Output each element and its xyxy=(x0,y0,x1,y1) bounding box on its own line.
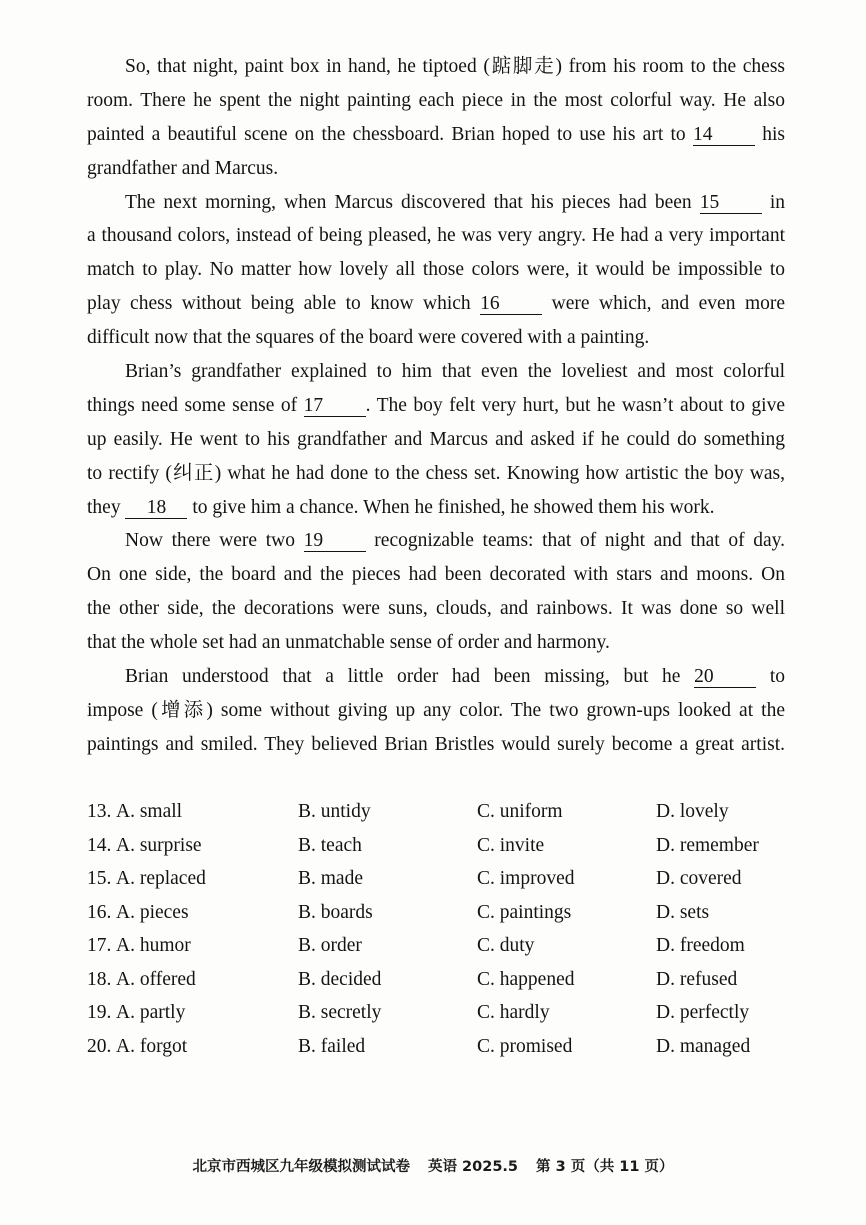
line-text: they xyxy=(87,496,121,518)
line-text: that the whole set had an unmatchable sense of order and harmony. xyxy=(87,632,610,654)
passage-line xyxy=(87,660,785,694)
passage-line xyxy=(87,524,785,558)
option-a: A. pieces xyxy=(116,901,189,923)
question-14-options xyxy=(0,829,866,863)
passage-line xyxy=(87,558,785,592)
line-text: to xyxy=(769,666,785,688)
line-text: in xyxy=(769,191,785,213)
line-text: his xyxy=(762,123,786,145)
option-d: D. sets xyxy=(656,901,710,923)
line-text: On one side, the board and the pieces had been decorated with stars and moons. On xyxy=(87,564,785,586)
line-text: to rectify (纠正) what he had done to the chess set. Knowing how artistic the boy was, xyxy=(87,462,785,484)
option-c: C. invite xyxy=(477,834,545,856)
passage-line xyxy=(87,287,785,321)
option-d: D. lovely xyxy=(656,801,729,822)
question-20-options xyxy=(0,1030,866,1064)
line-text: play chess without being able to know which xyxy=(87,293,471,315)
question-number: 17. xyxy=(87,935,112,957)
option-c: C. paintings xyxy=(477,901,572,923)
option-d: D. perfectly xyxy=(656,1002,750,1024)
passage-line xyxy=(87,321,785,355)
option-c: C. improved xyxy=(477,868,575,890)
line-text: up easily. He went to his grandfather and Marcus and asked if he could do something xyxy=(87,428,785,450)
passage-line xyxy=(87,118,785,152)
question-18-options xyxy=(0,963,866,997)
passage-line xyxy=(87,50,785,84)
passage-line xyxy=(87,253,785,287)
option-b: B. secretly xyxy=(298,1002,382,1024)
line-text: Brian understood that a little order had been missing, but he xyxy=(125,666,681,688)
passage-line xyxy=(87,423,785,457)
option-b: B. teach xyxy=(298,834,362,856)
option-b: B. untidy xyxy=(298,801,371,822)
line-text: Now there were two xyxy=(125,530,295,552)
option-c: C. happened xyxy=(477,968,575,990)
line-text: painted a beautiful scene on the chessboard. Brian hoped to use his art to xyxy=(87,123,686,145)
line-text: Brian’s grandfather explained to him that even the loveliest and most colorful xyxy=(125,361,785,383)
option-c: C. uniform xyxy=(477,801,563,822)
question-15-options xyxy=(0,862,866,896)
passage-paragraph-3 xyxy=(87,355,785,524)
passage-line xyxy=(87,592,785,626)
passage-line xyxy=(87,694,785,728)
option-a: A. partly xyxy=(116,1002,186,1024)
line-text: were which, and even more xyxy=(551,293,786,315)
option-c: C. hardly xyxy=(477,1002,550,1024)
line-text: things need some sense of xyxy=(87,394,298,416)
blank-18: 18 xyxy=(125,498,187,519)
option-b: B. boards xyxy=(298,901,373,923)
option-a: A. offered xyxy=(116,968,196,990)
blank-14: 14 xyxy=(693,125,755,146)
passage-line xyxy=(87,457,785,491)
question-19-options xyxy=(0,996,866,1030)
option-c: C. promised xyxy=(477,1035,573,1057)
answer-options xyxy=(0,795,866,1064)
line-text: impose (增添) some without giving up any color. The two grown-ups looked at the xyxy=(87,699,785,721)
question-number: 20. xyxy=(87,1035,112,1057)
passage-line xyxy=(87,389,785,423)
line-text: to give him a chance. When he finished, he showed them his work. xyxy=(192,496,715,518)
passage-paragraph-2 xyxy=(87,186,785,355)
option-a: A. small xyxy=(116,801,183,822)
option-d: D. freedom xyxy=(656,935,745,957)
question-number: 15. xyxy=(87,868,112,890)
question-number: 19. xyxy=(87,1002,112,1024)
passage-line xyxy=(87,186,785,220)
option-d: D. managed xyxy=(656,1035,751,1057)
line-text: the other side, the decorations were suns, clouds, and rainbows. It was done so well xyxy=(87,598,785,620)
question-13-options xyxy=(0,795,866,829)
passage-line xyxy=(87,728,785,762)
option-c: C. duty xyxy=(477,935,535,957)
cloze-passage xyxy=(87,50,785,762)
passage-line xyxy=(87,491,785,525)
blank-19: 19 xyxy=(304,531,366,552)
question-17-options xyxy=(0,929,866,963)
line-text: grandfather and Marcus. xyxy=(87,157,279,179)
passage-paragraph-1 xyxy=(87,50,785,186)
question-number: 13. xyxy=(87,801,112,822)
line-text: So, that night, paint box in hand, he tiptoed (踮脚走) from his room to the chess xyxy=(125,56,785,77)
option-b: B. order xyxy=(298,935,362,957)
passage-line xyxy=(87,84,785,118)
exam-title: 北京市西城区九年级模拟测试试卷 xyxy=(192,1159,410,1175)
line-text: match to play. No matter how lovely all those colors were, it would be impossible to xyxy=(87,259,785,281)
passage-line xyxy=(87,152,785,186)
line-text: difficult now that the squares of the board were covered with a painting. xyxy=(87,327,650,349)
line-text: recognizable teams: that of night and that of day. xyxy=(374,530,785,552)
option-d: D. remember xyxy=(656,834,759,856)
passage-line xyxy=(87,219,785,253)
line-text: The next morning, when Marcus discovered that his pieces had been xyxy=(125,191,692,213)
option-a: A. replaced xyxy=(116,868,206,890)
option-a: A. forgot xyxy=(116,1035,188,1057)
passage-line xyxy=(87,626,785,660)
page-number: 第 3 页（共 11 页） xyxy=(536,1159,674,1175)
blank-20: 20 xyxy=(694,667,756,688)
blank-17: 17 xyxy=(304,396,366,417)
subject-date: 英语 2025.5 xyxy=(428,1159,519,1175)
option-b: B. made xyxy=(298,868,363,890)
line-text: room. There he spent the night painting each piece in the most colorful way. He also xyxy=(87,89,785,111)
question-16-options xyxy=(0,896,866,930)
line-text: a thousand colors, instead of being pleased, he was very angry. He had a very important xyxy=(87,225,785,247)
question-number: 14. xyxy=(87,834,112,856)
blank-15: 15 xyxy=(700,193,762,214)
option-d: D. covered xyxy=(656,868,742,890)
line-text: paintings and smiled. They believed Brian Bristles would surely become a great artist. xyxy=(87,733,785,755)
option-d: D. refused xyxy=(656,968,738,990)
blank-16: 16 xyxy=(480,294,542,315)
page-footer xyxy=(0,1155,866,1179)
question-number: 18. xyxy=(87,968,112,990)
option-b: B. decided xyxy=(298,968,382,990)
option-a: A. humor xyxy=(116,935,191,957)
option-a: A. surprise xyxy=(116,834,202,856)
passage-paragraph-5 xyxy=(87,660,785,762)
passage-paragraph-4 xyxy=(87,524,785,660)
option-b: B. failed xyxy=(298,1035,366,1057)
question-number: 16. xyxy=(87,901,112,923)
line-text: . The boy felt very hurt, but he wasn’t about to give xyxy=(365,394,786,416)
passage-line xyxy=(87,355,785,389)
